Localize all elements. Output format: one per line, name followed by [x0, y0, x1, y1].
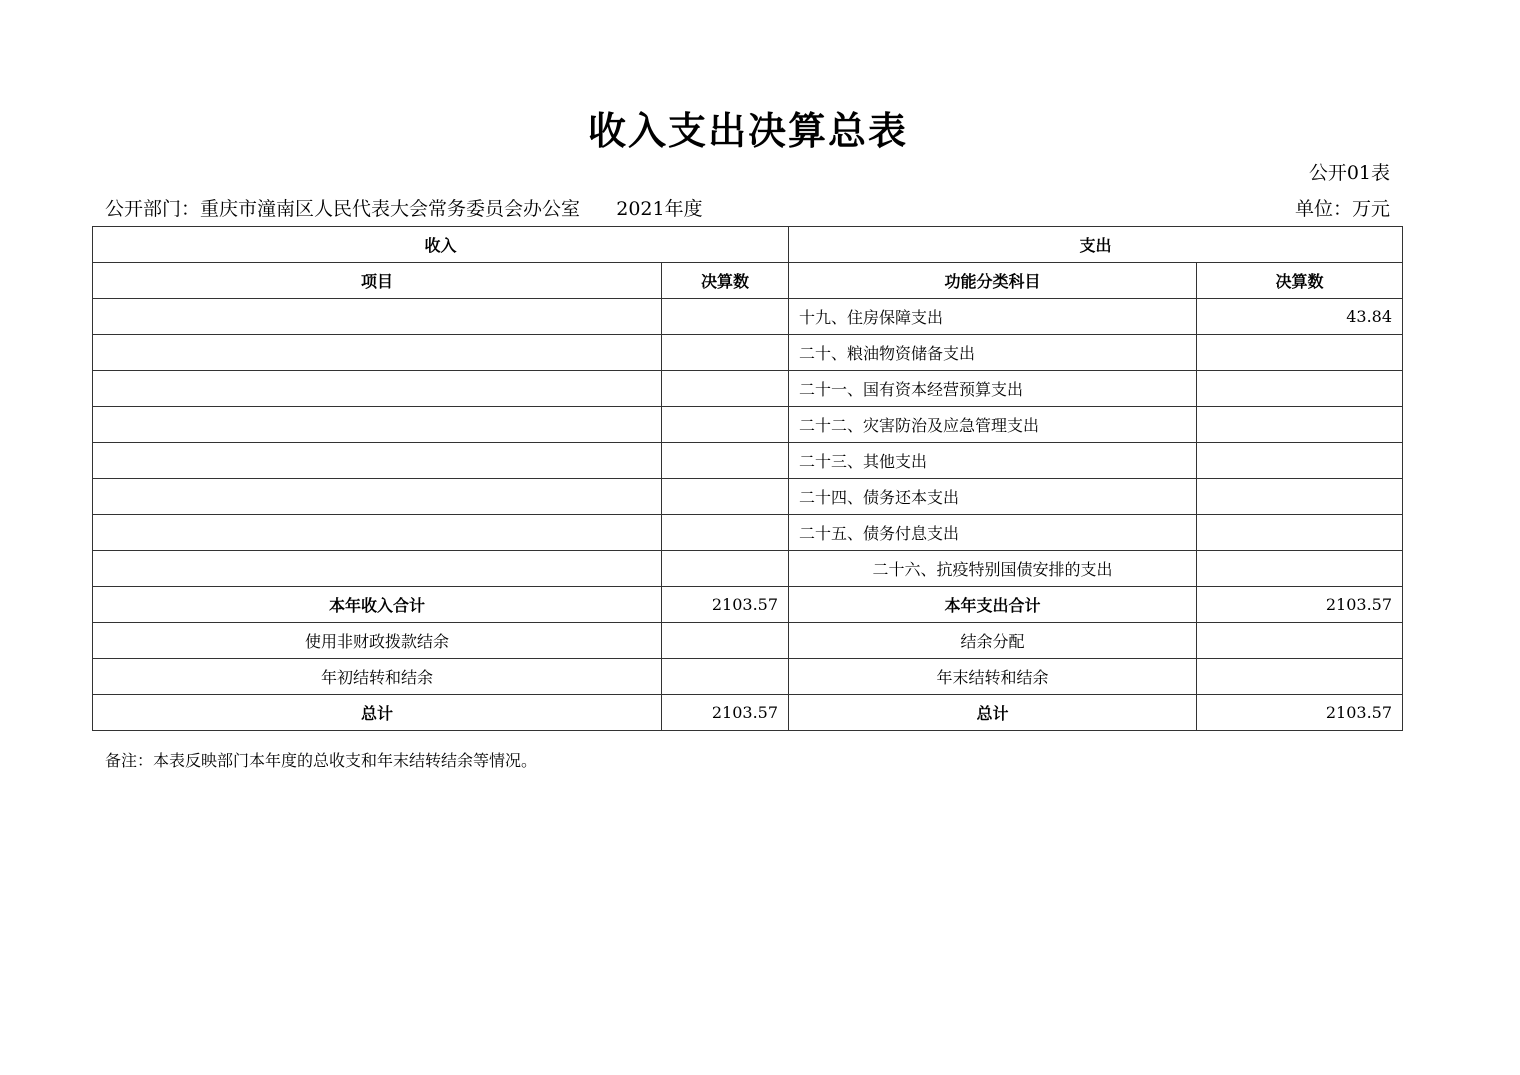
expense-item-cell: 二十二、灾害防治及应急管理支出	[789, 407, 1197, 443]
grand-total-expense-label: 总计	[789, 695, 1197, 731]
non-fiscal-row	[93, 623, 1403, 659]
income-item-cell	[93, 551, 662, 587]
table-row	[93, 335, 1403, 371]
income-item-cell	[93, 407, 662, 443]
grand-total-expense-value: 2103.57	[1197, 695, 1403, 731]
income-amount-cell	[662, 443, 789, 479]
expense-amount-cell	[1197, 407, 1403, 443]
expense-item-cell: 二十四、债务还本支出	[789, 479, 1197, 515]
table-row	[93, 551, 1403, 587]
expense-amount-cell	[1197, 479, 1403, 515]
annual-total-row	[93, 587, 1403, 623]
income-expense-table	[92, 226, 1403, 731]
page-title: 收入支出决算总表	[587, 109, 908, 153]
table-subheader-row	[93, 263, 1403, 299]
grand-total-income-value: 2103.57	[662, 695, 789, 731]
surplus-distribution-value	[1197, 623, 1403, 659]
surplus-distribution-label: 结余分配	[789, 623, 1197, 659]
income-amount-cell	[662, 335, 789, 371]
table-row	[93, 479, 1403, 515]
function-category-column-header: 功能分类科目	[789, 263, 1197, 299]
income-item-cell	[93, 371, 662, 407]
begin-carryover-value	[662, 659, 789, 695]
expense-item-cell: 二十、粮油物资储备支出	[789, 335, 1197, 371]
income-amount-cell	[662, 515, 789, 551]
income-amount-column-header: 决算数	[662, 263, 789, 299]
department-label: 公开部门：重庆市潼南区人民代表大会常务委员会办公室 2021年度	[105, 198, 703, 220]
income-total-label: 本年收入合计	[93, 587, 662, 623]
expense-amount-cell	[1197, 371, 1403, 407]
item-column-header: 项目	[93, 263, 662, 299]
unit-label: 单位：万元	[1294, 198, 1390, 220]
grand-total-row	[93, 695, 1403, 731]
non-fiscal-value	[662, 623, 789, 659]
expense-header: 支出	[789, 227, 1403, 263]
table-row	[93, 515, 1403, 551]
end-carryover-value	[1197, 659, 1403, 695]
income-item-cell	[93, 299, 662, 335]
table-row	[93, 371, 1403, 407]
expense-amount-cell	[1197, 443, 1403, 479]
income-item-cell	[93, 443, 662, 479]
begin-carryover-label: 年初结转和结余	[93, 659, 662, 695]
grand-total-income-label: 总计	[93, 695, 662, 731]
expense-item-cell: 二十一、国有资本经营预算支出	[789, 371, 1197, 407]
expense-item-cell: 二十六、抗疫特别国债安排的支出	[789, 551, 1197, 587]
carryover-row	[93, 659, 1403, 695]
expense-item-cell: 二十三、其他支出	[789, 443, 1197, 479]
expense-amount-cell	[1197, 335, 1403, 371]
expense-amount-cell	[1197, 515, 1403, 551]
income-amount-cell	[662, 299, 789, 335]
income-amount-cell	[662, 407, 789, 443]
expense-item-cell: 二十五、债务付息支出	[789, 515, 1197, 551]
income-item-cell	[93, 479, 662, 515]
expense-item-cell: 十九、住房保障支出	[789, 299, 1197, 335]
income-item-cell	[93, 335, 662, 371]
table-row	[93, 443, 1403, 479]
expense-amount-cell: 43.84	[1197, 299, 1403, 335]
expense-amount-cell	[1197, 551, 1403, 587]
income-header: 收入	[93, 227, 789, 263]
income-total-value: 2103.57	[662, 587, 789, 623]
footnote: 备注：本表反映部门本年度的总收支和年末结转结余等情况。	[105, 751, 538, 770]
income-amount-cell	[662, 479, 789, 515]
table-row	[93, 299, 1403, 335]
income-item-cell	[93, 515, 662, 551]
expense-total-value: 2103.57	[1197, 587, 1403, 623]
expense-amount-column-header: 决算数	[1197, 263, 1403, 299]
income-amount-cell	[662, 551, 789, 587]
table-header-row	[93, 227, 1403, 263]
table-number: 公开01表	[1308, 162, 1390, 184]
table-row	[93, 407, 1403, 443]
expense-total-label: 本年支出合计	[789, 587, 1197, 623]
non-fiscal-label: 使用非财政拨款结余	[93, 623, 662, 659]
end-carryover-label: 年末结转和结余	[789, 659, 1197, 695]
income-amount-cell	[662, 371, 789, 407]
